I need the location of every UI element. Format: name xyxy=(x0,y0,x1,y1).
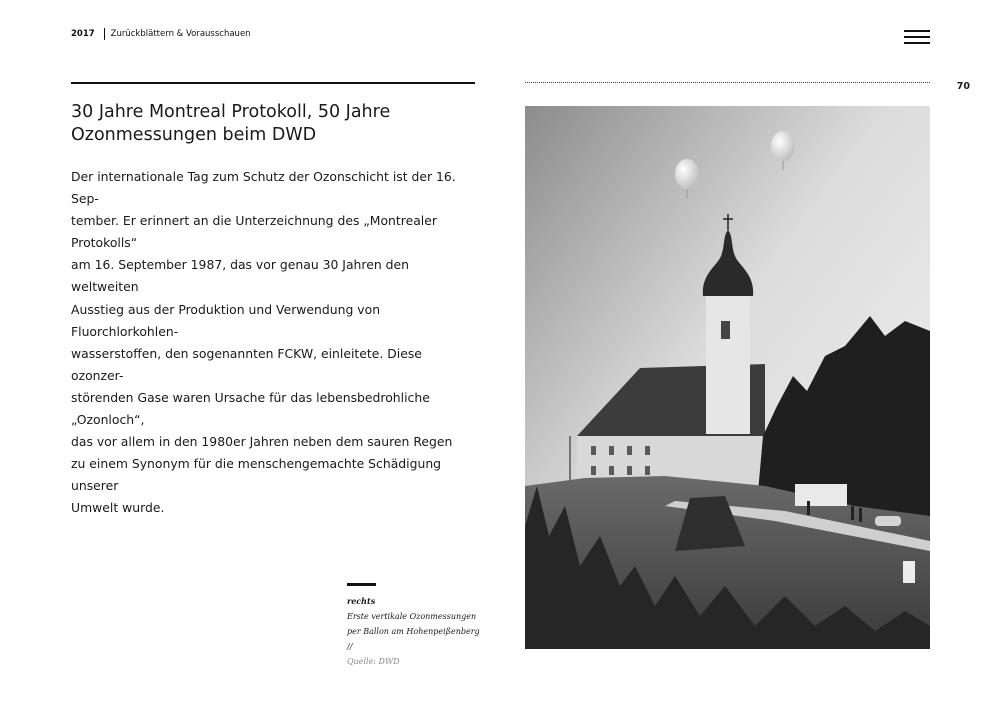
caption-text: per Ballon am Hohenpeißenberg // xyxy=(347,627,480,651)
caption-label: rechts xyxy=(347,596,376,606)
instrument-box xyxy=(903,561,915,583)
header-section-title: Zurückblättern & Vorausschauen xyxy=(110,29,251,39)
body-line: tember. Er erinnert an die Unterzeichnung des „Montrealer Protokolls“ xyxy=(71,213,437,251)
body-line: am 16. September 1987, das vor genau 30 Jahren den weltweiten xyxy=(71,257,409,295)
body-line: wasserstoffen, den sogenannten FCKW, einleitete. Diese ozonzer- xyxy=(71,345,422,383)
body-line: Der internationale Tag zum Schutz der Ozonschicht ist der 16. Sep- xyxy=(71,169,456,207)
hut xyxy=(795,484,847,506)
menu-bar xyxy=(904,30,930,32)
caption-source: Quelle: DWD xyxy=(347,657,400,666)
header-year: 2017 xyxy=(71,29,95,39)
article-title xyxy=(71,101,481,147)
body-line: das vor allem in den 1980er Jahren neben dem sauren Regen xyxy=(71,434,453,450)
dotted-rule xyxy=(525,82,930,83)
balloon xyxy=(675,159,699,189)
body-line: Umwelt wurde. xyxy=(71,500,165,516)
hamburger-menu-icon[interactable] xyxy=(904,30,930,44)
car xyxy=(875,516,901,526)
header-divider xyxy=(104,28,105,40)
caption-rule xyxy=(347,583,376,586)
title-rule xyxy=(71,82,475,84)
balloon xyxy=(771,131,795,161)
church-balloon-photo xyxy=(525,106,930,649)
body-line: Ausstieg aus der Produktion und Verwendung von Fluorchlorkohlen- xyxy=(71,301,381,339)
caption-text: Erste vertikale Ozonmessungen xyxy=(347,612,477,621)
title-line: 30 Jahre Montreal Protokoll, 50 Jahre xyxy=(71,102,391,122)
article-body xyxy=(71,166,477,520)
church-tower xyxy=(706,294,750,434)
photo-caption xyxy=(347,594,487,669)
title-line: Ozonmessungen beim DWD xyxy=(71,125,317,145)
page-header xyxy=(71,28,251,40)
menu-bar xyxy=(904,36,930,38)
body-line: zu einem Synonym für die menschengemachte Schädigung unserer xyxy=(71,456,442,494)
body-line: störenden Gase waren Ursache für das lebensbedrohliche „Ozonloch“, xyxy=(71,389,430,428)
menu-bar xyxy=(904,42,930,44)
page-number: 70 xyxy=(956,81,970,92)
